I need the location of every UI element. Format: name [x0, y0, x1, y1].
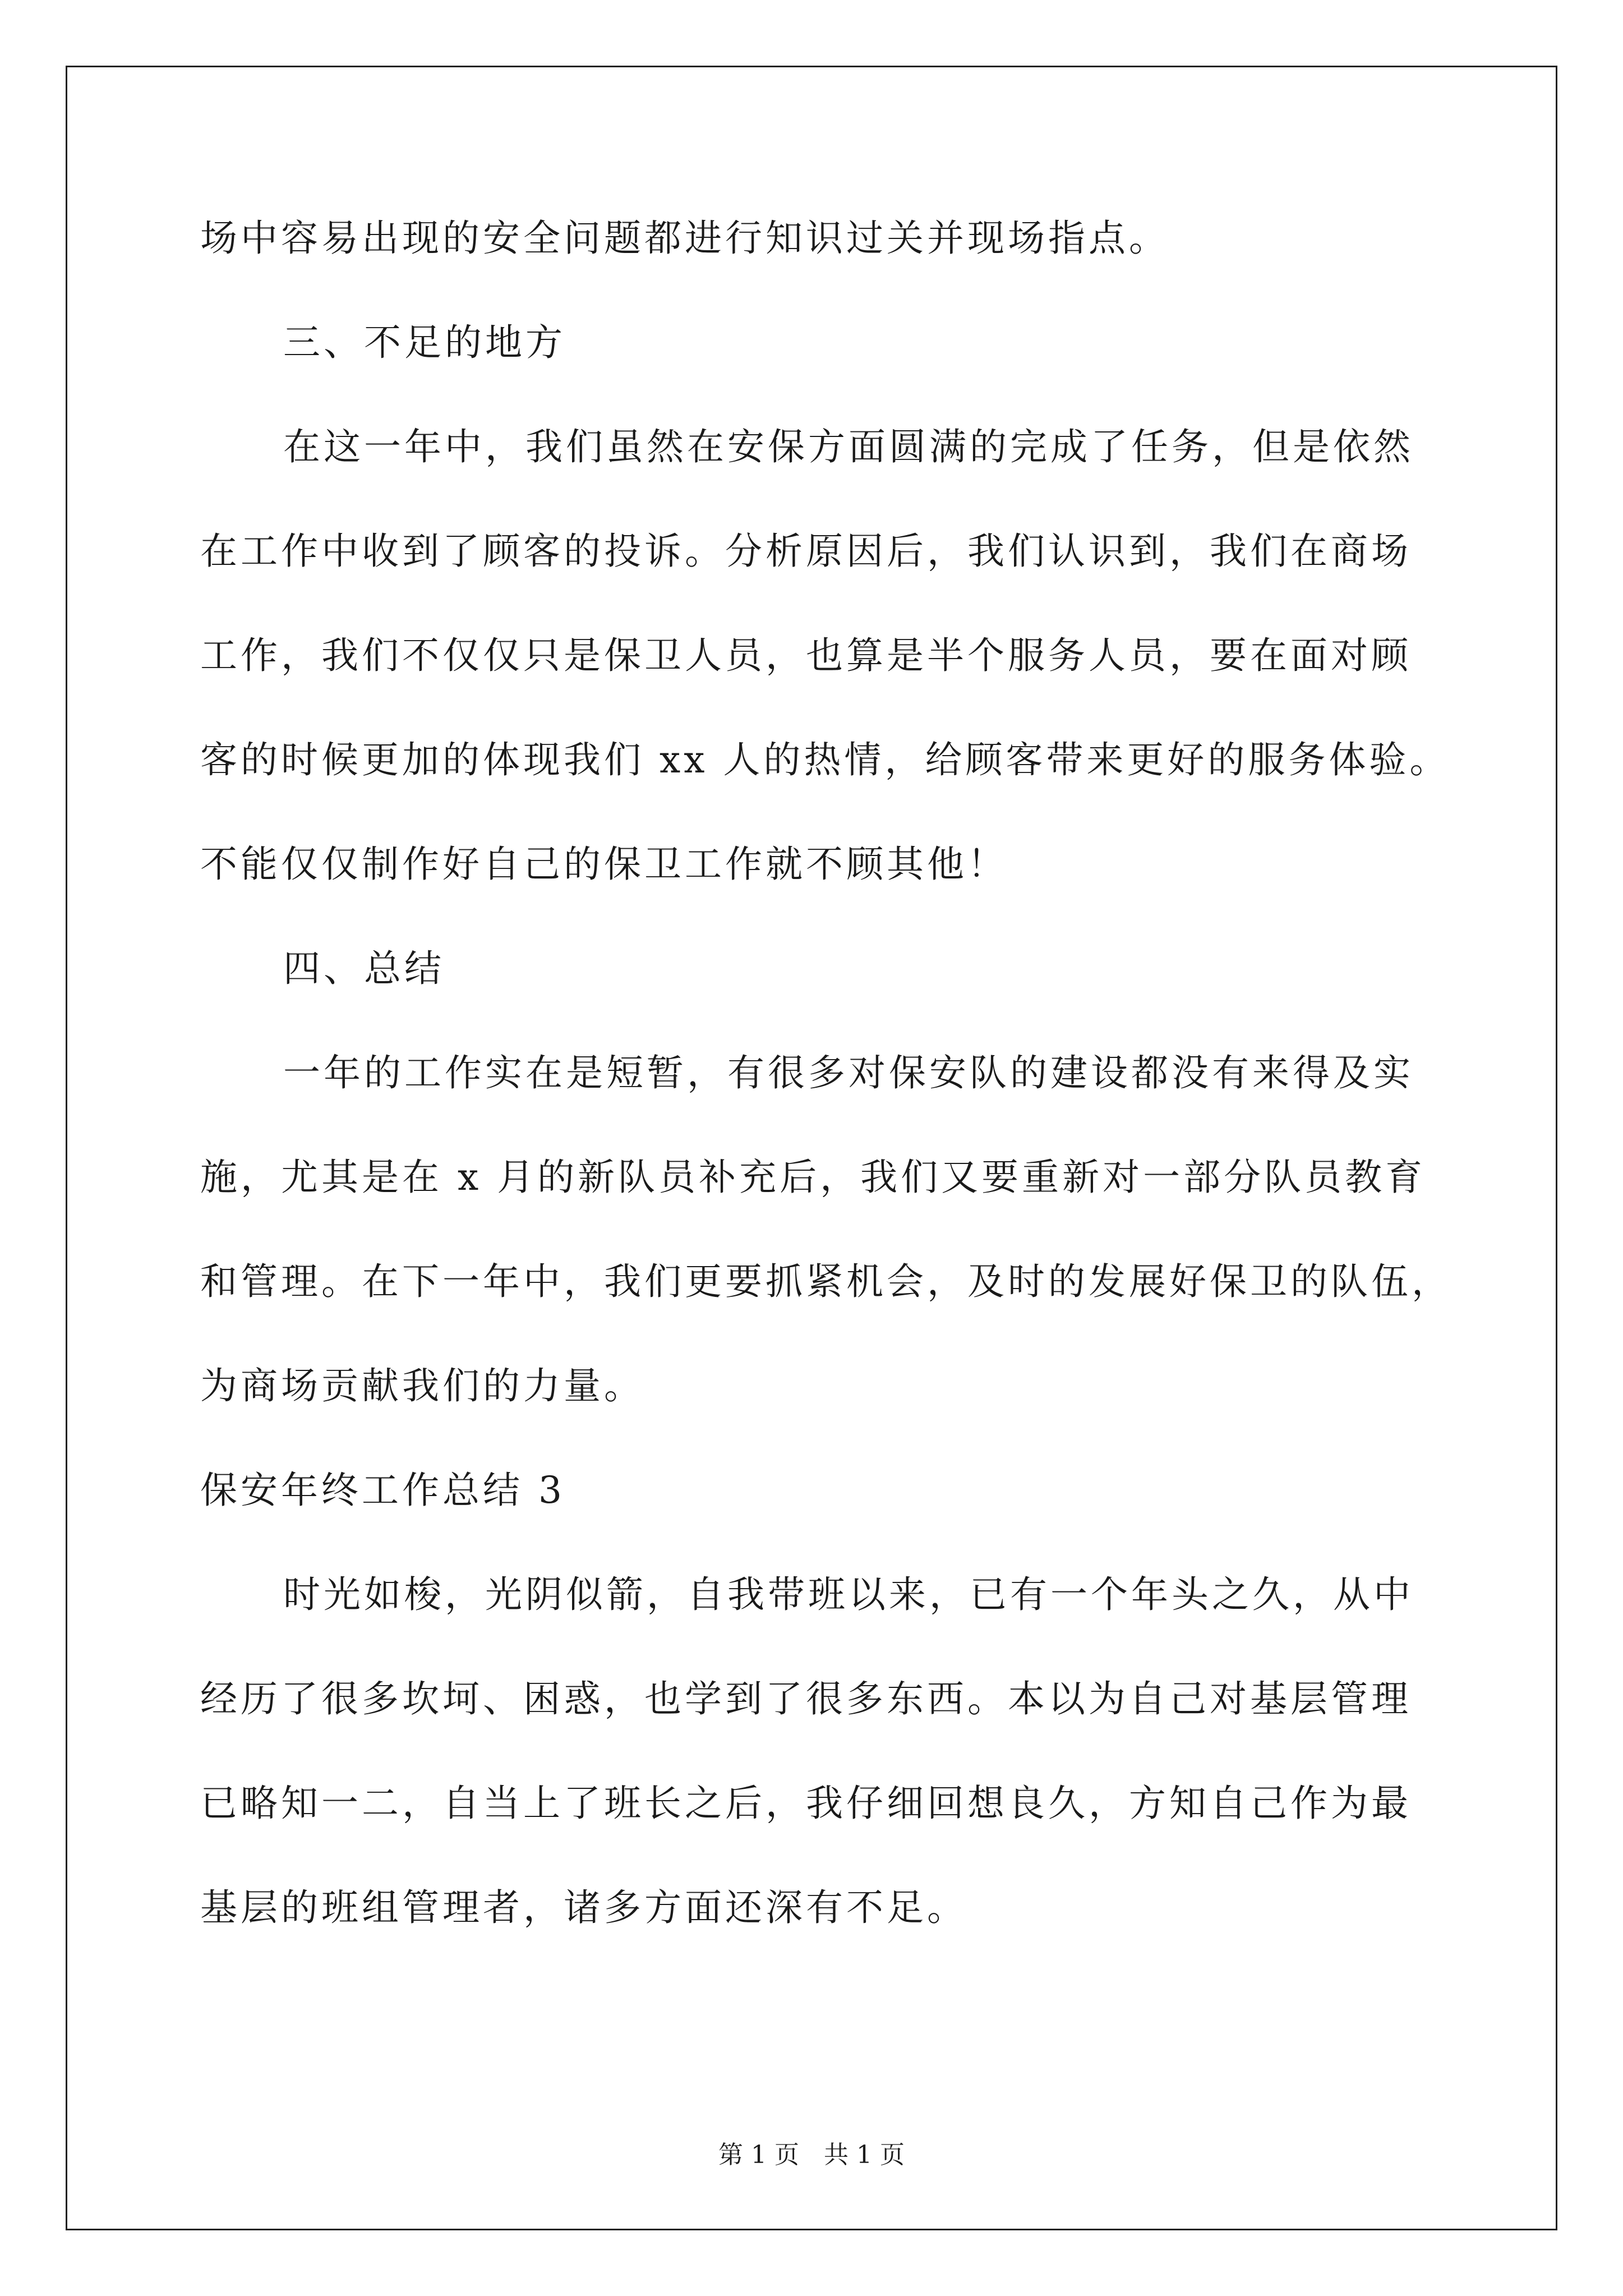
paragraph-summary-line-4: 为商场贡献我们的力量。 [200, 1364, 644, 1407]
paragraph-shortcomings-line-4: 客的时候更加的体现我们 xx 人的热情，给顾客带来更好的服务体验。 [200, 738, 1450, 781]
paragraph-summary-line-3: 和管理。在下一年中，我们更要抓紧机会，及时的发展好保卫的队伍， [200, 1260, 1452, 1303]
paragraph-intro-line-2: 经历了很多坎坷、困惑，也学到了很多东西。本以为自己对基层管理 [200, 1677, 1412, 1720]
paragraph-intro-line-1: 时光如梭，光阴似箭，自我带班以来，已有一个年头之久，从中 [283, 1573, 1414, 1616]
section-heading-summary: 四、总结 [283, 947, 445, 990]
article-title: 保安年终工作总结 3 [200, 1469, 565, 1512]
page-footer: 第 1 页 共 1 页 [718, 2141, 905, 2169]
paragraph-summary-line-2: 施，尤其是在 x 月的新队员补充后，我们又要重新对一部分队员教育 [200, 1156, 1426, 1199]
paragraph-summary-line-1: 一年的工作实在是短暂，有很多对保安队的建设都没有来得及实 [283, 1051, 1414, 1094]
paragraph-shortcomings-line-5: 不能仅仅制作好自己的保卫工作就不顾其他！ [200, 843, 1008, 886]
paragraph-shortcomings-line-1: 在这一年中，我们虽然在安保方面圆满的完成了任务，但是依然 [283, 425, 1414, 468]
paragraph-shortcomings-line-3: 工作，我们不仅仅只是保卫人员，也算是半个服务人员，要在面对顾 [200, 634, 1412, 677]
paragraph-intro-line-4: 基层的班组管理者，诸多方面还深有不足。 [200, 1886, 967, 1929]
section-heading-shortcomings: 三、不足的地方 [283, 321, 566, 364]
body-line-continuation: 场中容易出现的安全问题都进行知识过关并现场指点。 [200, 217, 1169, 260]
paragraph-intro-line-3: 已略知一二，自当上了班长之后，我仔细回想良久，方知自己作为最 [200, 1782, 1412, 1825]
paragraph-shortcomings-line-2: 在工作中收到了顾客的投诉。分析原因后，我们认识到，我们在商场 [200, 530, 1412, 573]
